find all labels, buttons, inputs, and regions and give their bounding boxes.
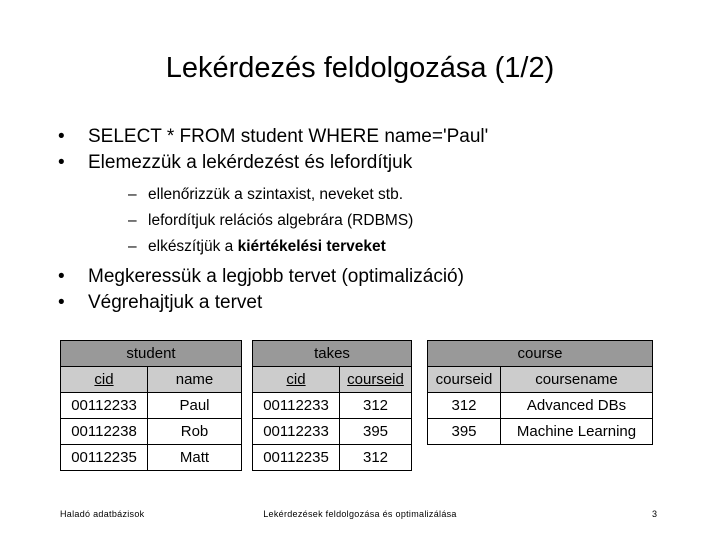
table-row xyxy=(428,419,653,445)
dash-icon: – xyxy=(128,186,137,203)
bullet-text: SELECT * FROM student WHERE name='Paul' xyxy=(88,126,489,147)
sub-bullet-item xyxy=(88,208,488,234)
table-cell: 00112238 xyxy=(61,419,148,445)
table-cell: 395 xyxy=(340,419,412,445)
column-header: courseid xyxy=(340,367,412,393)
sub-bullet-bold-text: kiértékelési terveket xyxy=(237,238,386,255)
bullet-item xyxy=(58,264,488,290)
table-title: takes xyxy=(253,341,412,367)
table-row xyxy=(253,393,412,419)
table-row xyxy=(61,445,242,471)
bullet-list xyxy=(58,124,488,316)
table-row xyxy=(253,445,412,471)
student-table xyxy=(60,340,242,471)
table-cell: 00112235 xyxy=(253,445,340,471)
column-header: name xyxy=(148,367,242,393)
bullet-item xyxy=(58,124,488,150)
table-cell: Machine Learning xyxy=(501,419,653,445)
bullet-text: Elemezzük a lekérdezést és lefordítjuk xyxy=(88,152,413,173)
table-cell: Rob xyxy=(148,419,242,445)
bullet-item xyxy=(58,290,488,316)
bullet-item xyxy=(58,150,488,260)
dash-icon: – xyxy=(128,238,137,255)
bullet-icon: • xyxy=(58,126,65,147)
column-header: courseid xyxy=(428,367,501,393)
takes-table xyxy=(252,340,412,471)
table-cell: 00112235 xyxy=(61,445,148,471)
table-title: course xyxy=(428,341,653,367)
column-header: cid xyxy=(61,367,148,393)
footer-left: Haladó adatbázisok xyxy=(60,509,145,519)
sub-bullet-list xyxy=(88,182,488,260)
table-cell: Paul xyxy=(148,393,242,419)
sub-bullet-item xyxy=(88,182,488,208)
sub-bullet-text: elkészítjük a xyxy=(148,238,238,255)
table-row xyxy=(61,393,242,419)
column-header: cid xyxy=(253,367,340,393)
table-row xyxy=(428,393,653,419)
table-cell: 312 xyxy=(340,445,412,471)
sub-bullet-text: lefordítjuk relációs algebrára (RDBMS) xyxy=(148,212,414,229)
bullet-icon: • xyxy=(58,152,65,173)
table-cell: 312 xyxy=(340,393,412,419)
table-cell: 395 xyxy=(428,419,501,445)
sub-bullet-text: ellenőrizzük a szintaxist, neveket stb. xyxy=(148,186,404,203)
bullet-text: Végrehajtjuk a tervet xyxy=(88,292,263,313)
table-cell: 00112233 xyxy=(61,393,148,419)
column-header: coursename xyxy=(501,367,653,393)
sub-bullet-item xyxy=(88,234,488,260)
table-cell: Advanced DBs xyxy=(501,393,653,419)
table-row xyxy=(61,419,242,445)
footer-center: Lekérdezések feldolgozása és optimalizálása xyxy=(263,509,457,519)
table-cell: 312 xyxy=(428,393,501,419)
table-cell: 00112233 xyxy=(253,393,340,419)
bullet-icon: • xyxy=(58,266,65,287)
table-row xyxy=(253,419,412,445)
slide-title: Lekérdezés feldolgozása (1/2) xyxy=(165,52,555,84)
table-title: student xyxy=(61,341,242,367)
bullet-text: Megkeressük a legjobb tervet (optimalizáció) xyxy=(88,266,464,287)
table-cell: Matt xyxy=(148,445,242,471)
dash-icon: – xyxy=(128,212,137,229)
course-table xyxy=(427,340,653,445)
page-number: 3 xyxy=(652,509,658,519)
table-cell: 00112233 xyxy=(253,419,340,445)
bullet-icon: • xyxy=(58,292,65,313)
